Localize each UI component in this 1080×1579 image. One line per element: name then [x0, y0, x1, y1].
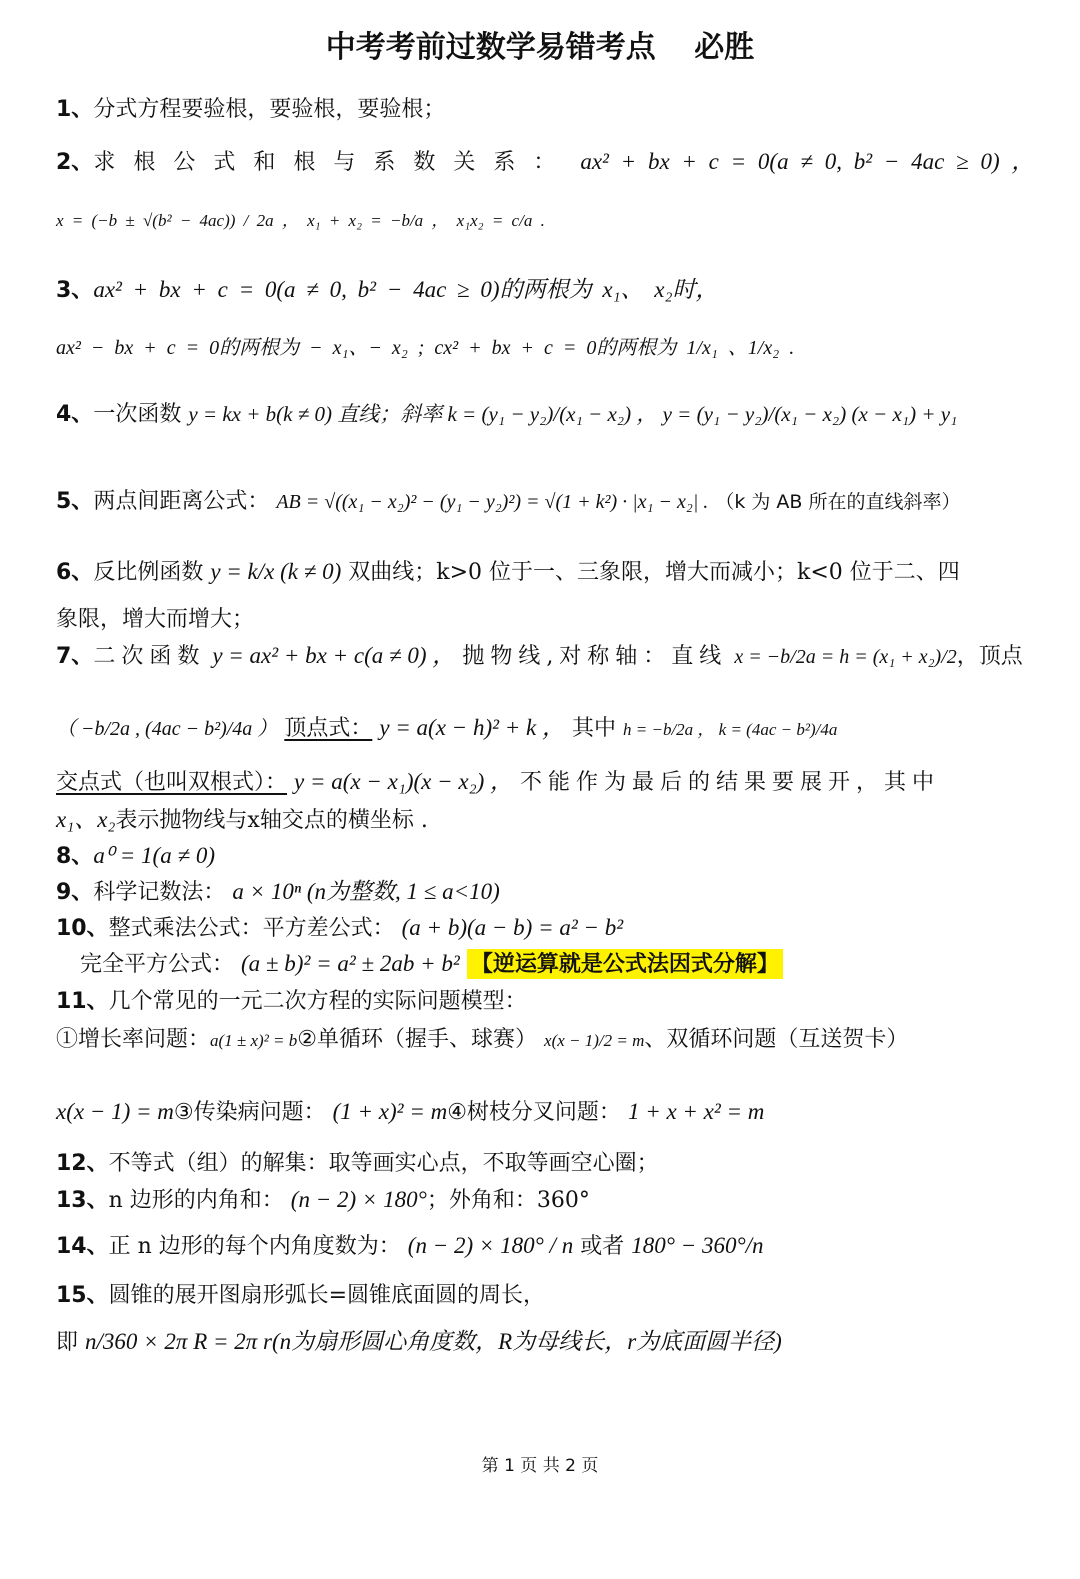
item-2-formulas	[56, 204, 1026, 237]
slope-formula: y = kx + b(k ≠ 0) 直线；斜率 k = (y₁ − y₂)/(x₁ − x₂) ， y = (y₁ − y₂)/(x₁ − x₂) (x − x₁) + y₁	[188, 402, 958, 426]
item-text: n 边形的内角和：	[108, 1188, 284, 1213]
distance-formula: AB = √((x₁ − x₂)² − (y₁ − y₂)²) = √(1 + k²) · |x₁ − x₂| .	[276, 491, 709, 513]
item-text: ；外角和：360°	[426, 1188, 590, 1213]
item-7-line4	[56, 804, 1026, 837]
item-math: (n − 2) × 180°	[290, 1187, 427, 1212]
item-text: ④树枝分叉问题：	[447, 1100, 621, 1125]
page-footer: 第 1 页 共 2 页	[481, 1456, 599, 1476]
item-text: 表示抛物线与x轴交点的横坐标 .	[115, 808, 428, 833]
item-math: ax² + bx + c = 0(a ≠ 0, b² − 4ac ≥ 0)的两根为 x₁、 x₂时，	[93, 277, 719, 302]
item-3	[56, 274, 1026, 307]
item-note: （k 为 AB 所在的直线斜率）	[715, 491, 961, 513]
vertex-form: y = a(x − h)² + k ，	[379, 715, 565, 740]
item-math: a(1 ± x)² = b	[210, 1031, 298, 1050]
item-15	[56, 1280, 1026, 1312]
item-text: 科学记数法：	[93, 880, 226, 905]
item-2	[56, 146, 1035, 179]
item-math: 180° − 360°/n	[631, 1233, 764, 1258]
item-text: 、双循环问题（互送贺卡）	[644, 1027, 909, 1052]
item-number: 9、	[56, 880, 94, 905]
item-math: (1 + x)² = m	[332, 1099, 448, 1124]
item-text: 一次函数	[93, 402, 182, 427]
axis-formula: x = −b/2a = h = (x₁ + x₂)/2	[734, 646, 957, 668]
item-number: 12、	[56, 1151, 109, 1176]
item-text: 顶点式：	[284, 716, 373, 741]
item-text: ②单循环（握手、球赛）	[297, 1027, 538, 1052]
item-14	[56, 1230, 1026, 1263]
item-6	[56, 556, 1026, 589]
item-number: 14、	[56, 1234, 109, 1259]
quadratic-function: y = ax² + bx + c(a ≠ 0) ，	[212, 643, 456, 668]
item-number: 2、	[56, 150, 94, 175]
item-text: 二次函数	[93, 644, 206, 669]
item-math: x(x − 1)/2 = m	[544, 1031, 645, 1050]
item-text: 完全平方公式：	[80, 952, 235, 977]
item-number: 4、	[56, 402, 94, 427]
item-math: n/360 × 2π R = 2π r(n为扇形圆心角度数，R为母线长，r为底面圆半径)	[85, 1329, 782, 1354]
item-11	[56, 986, 1026, 1018]
item-4	[56, 398, 1026, 431]
item-text: 不能作为最后的结果要展开，其中	[520, 770, 941, 795]
item-11-line3	[56, 1096, 1026, 1129]
item-math: x₁、x₂	[56, 807, 116, 832]
item-text: ①增长率问题：	[56, 1027, 211, 1052]
item-11-line2	[56, 1024, 1026, 1057]
item-10-line2	[80, 948, 1050, 981]
item-number: 15、	[56, 1283, 109, 1308]
inverse-function: y = k/x (k ≠ 0)	[210, 559, 342, 584]
quadratic-equation: ax² + bx + c = 0(a ≠ 0, b² − 4ac ≥ 0) ，	[580, 149, 1035, 174]
intercept-form: y = a(x − x₁)(x − x₂) ，	[294, 769, 513, 794]
item-number: 11、	[56, 989, 109, 1014]
item-15-line2	[56, 1326, 1026, 1359]
item-text: 交点式（也叫双根式）：	[56, 770, 288, 795]
item-text: 反比例函数	[93, 560, 204, 585]
item-text: 其中	[571, 716, 616, 741]
item-10	[56, 912, 1026, 945]
item-number: 10、	[56, 916, 109, 941]
item-7	[56, 640, 1026, 673]
item-7-line2	[56, 712, 1026, 746]
item-text: 分式方程要验根，要验根，要验根；	[93, 97, 446, 122]
item-number: 6、	[56, 560, 94, 585]
item-number: 5、	[56, 489, 94, 514]
item-text: 即	[56, 1330, 79, 1355]
item-math: a × 10ⁿ (n为整数, 1 ≤ a<10)	[232, 879, 500, 904]
highlight-note: 【逆运算就是公式法因式分解】	[467, 949, 783, 979]
item-text: ③传染病问题：	[173, 1100, 326, 1125]
hk-formula: h = −b/2a ， k = (4ac − b²)/4a	[623, 720, 838, 739]
item-math: (a + b)(a − b) = a² − b²	[401, 915, 624, 940]
vertex-coords: （ −b/2a , (4ac − b²)/4a ）	[56, 718, 278, 740]
item-number: 3、	[56, 278, 94, 303]
item-text: 双曲线；k>0 位于一、三象限，增大而减小；k<0 位于二、四	[348, 560, 960, 585]
item-text: 整式乘法公式：平方差公式：	[108, 916, 395, 941]
item-text: ，顶点	[956, 644, 1023, 669]
item-text: 抛物线,对称轴：直线	[462, 644, 728, 669]
item-text: 两点间距离公式：	[93, 489, 270, 514]
item-number: 7、	[56, 644, 94, 669]
item-13	[56, 1184, 1026, 1217]
root-formula: x = (−b ± √(b² − 4ac)) / 2a ， x₁ + x₂ = −b/a ， x₁x₂ = c/a .	[56, 211, 545, 230]
item-text: 圆锥的展开图扇形弧长=圆锥底面圆的周长，	[108, 1283, 546, 1308]
item-text: 正 n 边形的每个内角度数为：	[108, 1234, 401, 1259]
item-text: 不等式（组）的解集：取等画实心点，不取等画空心圈；	[108, 1151, 659, 1176]
item-9	[56, 876, 1026, 909]
item-text: 求根公式和根与系数关系：	[93, 150, 574, 175]
item-1	[56, 94, 1026, 126]
item-number: 8、	[56, 844, 94, 869]
item-text: 象限，增大而增大；	[56, 607, 255, 632]
item-math: (a ± b)² = a² ± 2ab + b²	[241, 951, 460, 976]
item-math: (n − 2) × 180° / n	[407, 1233, 574, 1258]
item-math: ax² − bx + c = 0的两根为 − x₁、− x₂ ; cx² + bx + c = 0的两根为 1/x₁ 、1/x₂ .	[56, 337, 795, 359]
item-math: x(x − 1) = m	[56, 1099, 174, 1124]
item-5	[56, 486, 1026, 518]
page-title: 中考考前过数学易错考点 必胜	[325, 30, 755, 65]
item-text: 几个常见的一元二次方程的实际问题模型：	[108, 989, 527, 1014]
item-8	[56, 840, 1026, 873]
item-text: 或者	[580, 1234, 625, 1259]
item-3-line2	[56, 332, 1026, 364]
item-12	[56, 1148, 1026, 1180]
item-math: 1 + x + x² = m	[627, 1099, 765, 1124]
item-7-line3	[56, 766, 1026, 799]
item-6-line2	[56, 604, 1026, 636]
item-math: a⁰ = 1(a ≠ 0)	[93, 843, 215, 868]
item-number: 1、	[56, 97, 94, 122]
item-number: 13、	[56, 1188, 109, 1213]
